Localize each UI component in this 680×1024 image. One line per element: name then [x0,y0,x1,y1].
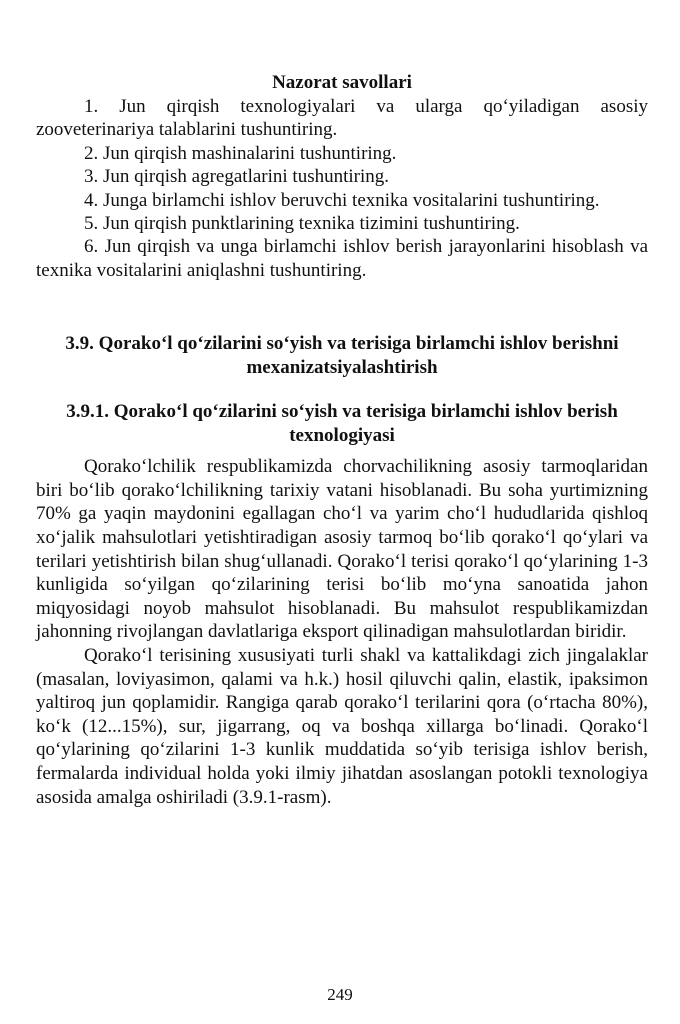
review-question: 4. Junga birlamchi ishlov beruvchi texnika vositalarini tushuntiring. [84,189,600,211]
review-question: 6. Jun qirqish va unga birlamchi ishlov berish jarayonlarini hisoblash va texnika vositalarini aniqlashni tushuntiring. [36,236,648,281]
review-question: 5. Jun qirqish punktlarining texnika tizimini tushuntiring. [84,213,520,235]
review-questions-heading: Nazorat savollari [272,72,412,93]
review-question: 1. Jun qirqish texnologiyalari va ularga qo‘yiladigan asosiy zooveterinariya talablarini tushuntiring. [36,96,648,141]
body-paragraph: Qorako‘l terisining xususiyati turli shakl va kattalikdagi zich jingalaklar (masalan, loviyasimon, qalami va h.k.) hosil qiluvchi qalin, elastik, ipaksimon yaltiroq jun qoplamidir. Rangiga qarab qorako‘l terilarini qora (o‘rtacha 80%), ko‘k (12...15%), sur, jigarrang, oq va boshqa xillarga bo‘linadi. Qorako‘l qo‘ylarining qo‘zilarini 1-3 kunlik muddatida so‘yib terisiga ishlov berish, fermalarda individual holda yoki ilmiy jihatdan asoslangan potokli texnologiya asosida amalga oshiriladi (3.9.1-rasm). [36,645,648,808]
review-question: 3. Jun qirqish agregatlarini tushuntiring. [84,166,390,188]
subsection-heading: 3.9.1. Qorako‘l qo‘zilarini so‘yish va terisiga birlamchi ishlov berish texnologiyasi [66,401,618,447]
review-questions-list [36,95,648,282]
section-heading: 3.9. Qorako‘l qo‘zilarini so‘yish va terisiga birlamchi ishlov berishni mexanizatsiyalashtirish [65,333,619,379]
book-page [36,72,648,809]
review-question: 2. Jun qirqish mashinalarini tushuntiring. [84,142,397,164]
body-paragraph: Qorako‘lchilik respublikamizda chorvachilikning asosiy tarmoqlaridan biri bo‘lib qorako‘lchilikning tarixiy vatani hisoblanadi. Bu soha yurtimizning 70% ga yaqin maydonini egallagan cho‘l va yarim cho‘l hududlarida qishloq xo‘jalik mahsulotlari yetishtiradigan asosiy tarmoq bo‘lib qorako‘l qo‘ylari va terilari yetishtirish bilan shug‘ullanadi. Qorako‘l terisi qorako‘l qo‘ylarining 1-3 kunligida so‘yilgan qo‘zilarining terisi bo‘lib mo‘yna sanoatida jahon miqyosidagi noyob mahsulot hisoblanadi. Bu mahsulot respublikamizdan jahonning rivojlangan davlatlariga eksport qilinadigan mahsulotlardan biridir. [36,456,648,643]
page-number: 249 [327,985,353,1004]
